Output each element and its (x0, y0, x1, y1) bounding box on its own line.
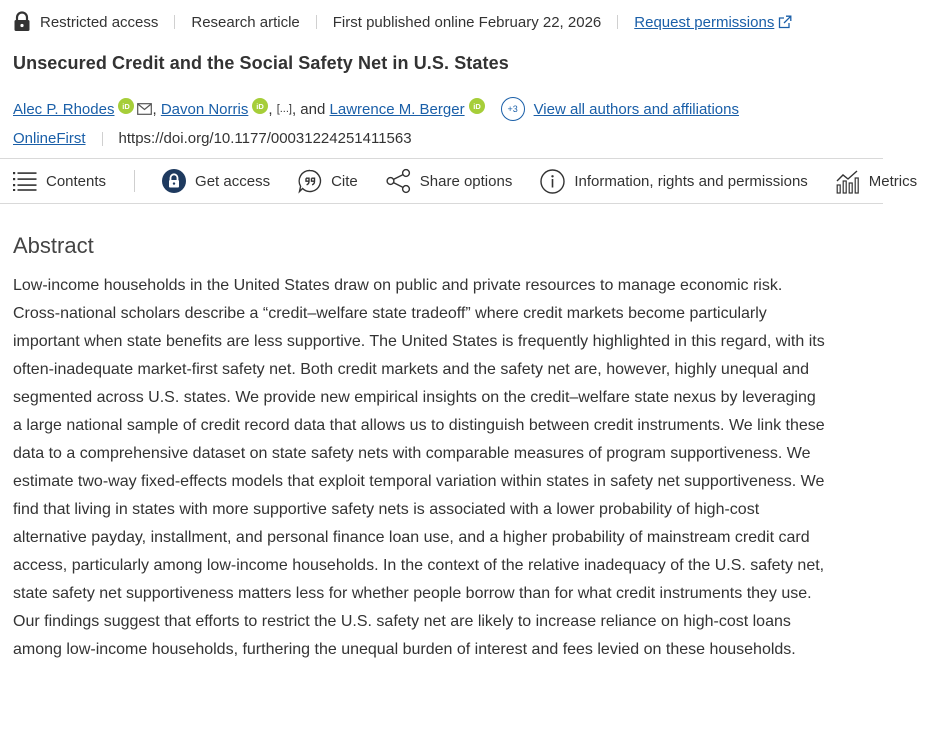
article-meta-row (13, 12, 792, 32)
author-link-norris[interactable]: Davon Norris (160, 100, 249, 118)
information-button[interactable] (540, 169, 807, 194)
list-icon (13, 171, 37, 191)
onlinefirst-link[interactable]: OnlineFirst (13, 130, 86, 147)
more-authors-badge[interactable]: +3 (501, 97, 525, 121)
author-list (13, 97, 739, 121)
svg-text:iD: iD (472, 102, 481, 111)
contents-button[interactable] (13, 171, 106, 191)
and-separator: , and (291, 100, 326, 118)
orcid-icon[interactable] (118, 98, 134, 114)
comma: , (152, 100, 161, 118)
divider (617, 15, 618, 29)
divider (174, 15, 175, 29)
lock-badge-icon (162, 169, 186, 193)
divider (102, 132, 103, 146)
abstract-text: Low-income households in the United States draw on public and private resources to manage economic risk. Cross-national scholars describe a “credit–welfare state tradeoff” where credit markets become particularly important when state benefits are less supportive. The United States is frequently highlighted in this regard, with its often-inadequate market-first safety net. Both credit markets and the safety net are, however, highly unequal and segmented across U.S. states. We provide new empirical insights on the credit–welfare state nexus by leveraging a large national sample of credit record data that allows us to distinguish between credit instruments. We link these data to a comprehensive dataset on state safety nets with comparable measures of program supportiveness. We estimate two-way fixed-effects models that exploit temporal variation within states in safety net supportiveness. We find that living in states with more supportive safety nets is associated with a lower probability of high-cost alternative payday, installment, and personal finance loan use, and a higher probability of mainstream credit card access, particularly among low-income households. In the context of the relative inadequacy of the U.S. safety net, state safety net supportiveness matters less for whether people borrow than for what credit instruments they use. Our findings suggest that efforts to restrict the U.S. safety net are likely to increase reliance on high-cost loans among low-income households, furthering the unequal burden of interest and fees levied on these households. (13, 277, 825, 658)
metrics-button[interactable] (836, 169, 917, 194)
get-access-label: Get access (195, 172, 271, 190)
view-all-authors-link[interactable]: View all authors and affiliations (533, 100, 739, 118)
request-permissions-label: Request permissions (634, 13, 775, 31)
comma: , (268, 100, 277, 118)
access-status: Restricted access (40, 13, 159, 31)
authors-ellipsis[interactable]: [...] (276, 103, 292, 115)
share-options-label: Share options (419, 172, 513, 190)
svg-text:iD: iD (122, 102, 131, 111)
share-icon (386, 169, 411, 193)
metrics-label: Metrics (868, 172, 918, 190)
doi-row (13, 130, 412, 147)
request-permissions-link[interactable] (634, 14, 792, 31)
bar-chart-icon (836, 169, 860, 194)
cite-button[interactable] (298, 169, 358, 193)
contents-label: Contents (46, 172, 107, 190)
info-icon (540, 169, 565, 194)
get-access-button[interactable] (162, 169, 270, 193)
publication-date: First published online February 22, 2026 (332, 13, 602, 31)
author-link-rhodes[interactable]: Alec P. Rhodes (13, 100, 115, 118)
quote-icon (298, 169, 322, 193)
svg-text:iD: iD (256, 102, 265, 111)
article-type: Research article (191, 13, 300, 31)
article-toolbar (0, 158, 918, 204)
share-options-button[interactable] (386, 169, 513, 193)
cite-label: Cite (331, 172, 358, 190)
external-link-icon (778, 15, 792, 29)
article-title: Unsecured Credit and the Social Safety Net in U.S. States (13, 53, 509, 73)
doi-text[interactable]: https://doi.org/10.1177/00031224251411563 (118, 130, 412, 147)
lock-icon (13, 12, 31, 32)
abstract-heading: Abstract (13, 233, 94, 258)
information-label: Information, rights and permissions (574, 172, 808, 190)
author-link-berger[interactable]: Lawrence M. Berger (329, 100, 465, 118)
divider (134, 170, 135, 192)
divider (316, 15, 317, 29)
orcid-icon[interactable] (252, 98, 268, 114)
mail-icon[interactable] (137, 103, 152, 115)
orcid-icon[interactable] (469, 98, 485, 114)
